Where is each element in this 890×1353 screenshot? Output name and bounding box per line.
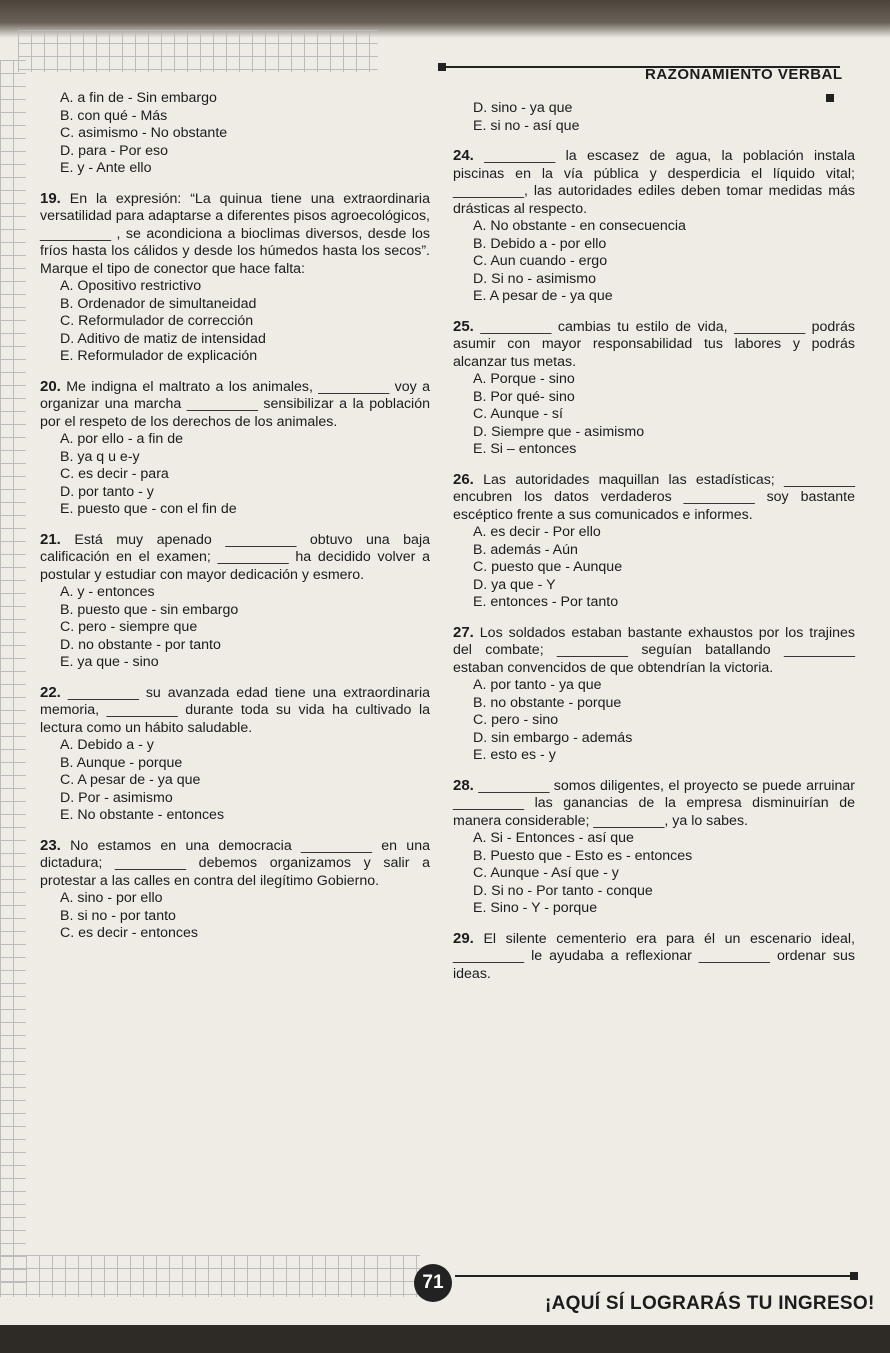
answer-option: B. Ordenador de simultaneidad bbox=[60, 295, 257, 312]
answer-option: D. ya que - Y bbox=[473, 576, 556, 593]
answer-option: D. por tanto - y bbox=[60, 483, 154, 500]
question-text: _________ su avanzada edad tiene una extraordinaria memoria, _________ durante toda su vida ha cultivado la lectura como un hábito saludable. bbox=[40, 684, 430, 736]
question-25 bbox=[453, 318, 855, 372]
question-text: _________ cambias tu estilo de vida, _________ podrás asumir con mayor responsabilidad tus labores y podrás alcanzar tus metas. bbox=[453, 318, 855, 370]
question-number: 27. bbox=[453, 623, 474, 641]
question-24 bbox=[453, 147, 855, 218]
question-number: 24. bbox=[453, 147, 474, 164]
question-21 bbox=[40, 531, 430, 585]
answer-option: D. Por - asimismo bbox=[60, 789, 173, 806]
answer-option: C. pero - siempre que bbox=[60, 619, 198, 635]
q18-options-left bbox=[60, 90, 430, 178]
answer-option: B. con qué - Más bbox=[60, 107, 168, 124]
answer-option: C. pero - sino bbox=[473, 712, 559, 728]
answer-option: A. y - entonces bbox=[60, 584, 155, 600]
question-number: 29. bbox=[453, 929, 474, 947]
left-column bbox=[40, 90, 430, 943]
question-27 bbox=[453, 624, 855, 678]
answer-option: C. Reformulador de corrección bbox=[60, 313, 254, 329]
question-29 bbox=[453, 930, 855, 984]
question-28 bbox=[453, 777, 855, 831]
question-number: 19. bbox=[40, 189, 61, 207]
answer-option: A. a fin de - Sin embargo bbox=[60, 90, 217, 106]
question-text: Me indigna el maltrato a los animales, _________ voy a organizar una marcha _________ sensibilizar a la población por el respeto de los derechos de los animales. bbox=[40, 378, 430, 430]
answer-option: E. puesto que - con el fin de bbox=[60, 501, 237, 517]
answer-option: E. si no - así que bbox=[473, 117, 580, 134]
answer-option: A. Opositivo restrictivo bbox=[60, 278, 202, 294]
answer-option: B. ya q u e-y bbox=[60, 448, 140, 465]
question-text: _________ la escasez de agua, la población instala piscinas en la vía pública y desperdicia el líquido vital; _________, las autoridades ediles deben tomar medidas más drásticas al respecto. bbox=[453, 148, 855, 217]
answer-option: D. Si no - asimismo bbox=[473, 270, 596, 287]
q21-options bbox=[60, 584, 430, 672]
answer-option: A. Debido a - y bbox=[60, 737, 154, 753]
page-number-badge: 71 bbox=[414, 1264, 452, 1302]
question-text: Está muy apenado _________ obtuvo una baja calificación en el examen; _________ ha decidido volver a postular y estudiar con mayor dedicación y esmero. bbox=[40, 531, 430, 583]
answer-option: E. Reformulador de explicación bbox=[60, 348, 258, 364]
decorative-grid-top bbox=[18, 30, 378, 72]
q26-options bbox=[473, 524, 855, 612]
answer-option: C. es decir - entonces bbox=[60, 925, 198, 941]
page-bottom-shadow bbox=[0, 1325, 890, 1353]
question-26 bbox=[453, 471, 855, 525]
decorative-grid-bottom bbox=[0, 1255, 420, 1297]
answer-option: C. Aunque - Así que - y bbox=[473, 865, 619, 881]
answer-option: D. no obstante - por tanto bbox=[60, 636, 221, 653]
answer-option: C. puesto que - Aunque bbox=[473, 559, 623, 575]
answer-option: A. por ello - a fin de bbox=[60, 431, 184, 447]
answer-option: D. Aditivo de matiz de intensidad bbox=[60, 330, 266, 347]
question-text: No estamos en una democracia _________ en una dictadura; _________ debemos organizamos y salir a protestar a las calles en contra del ilegítimo Gobierno. bbox=[40, 837, 430, 889]
question-number: 22. bbox=[40, 683, 61, 701]
answer-option: A. es decir - Por ello bbox=[473, 524, 601, 540]
footer-rule bbox=[455, 1275, 855, 1277]
answer-option: C. Aunque - sí bbox=[473, 406, 563, 422]
answer-option: A. No obstante - en consecuencia bbox=[473, 218, 686, 234]
q27-options bbox=[473, 677, 855, 765]
q22-options bbox=[60, 737, 430, 825]
answer-option: E. y - Ante ello bbox=[60, 160, 152, 176]
answer-option: D. Si no - Por tanto - conque bbox=[473, 882, 653, 899]
footer-end-square-icon bbox=[850, 1272, 858, 1280]
answer-option: A. sino - por ello bbox=[60, 890, 163, 906]
decorative-grid-left bbox=[0, 60, 26, 1290]
answer-option: E. Si – entonces bbox=[473, 441, 577, 457]
question-number: 20. bbox=[40, 377, 61, 395]
answer-option: A. por tanto - ya que bbox=[473, 677, 602, 693]
answer-option: E. Sino - Y - porque bbox=[473, 900, 598, 916]
question-text: En la expresión: “La quinua tiene una extraordinaria versatilidad para adaptarse a diferentes pisos agroecológicos, _________ , se acondiciona a bioclimas diversos, desde los fríos hasta los cálidos y desde los húmedos hasta los secos”. Marque el tipo de conector que hace falta: bbox=[40, 190, 430, 277]
answer-option: B. Debido a - por ello bbox=[473, 235, 607, 252]
answer-option: B. Por qué- sino bbox=[473, 388, 575, 405]
answer-option: E. entonces - Por tanto bbox=[473, 594, 619, 610]
answer-option: A. Porque - sino bbox=[473, 371, 575, 387]
q25-options bbox=[473, 371, 855, 459]
q18-options-right bbox=[473, 100, 855, 135]
question-number: 25. bbox=[453, 317, 474, 335]
question-number: 23. bbox=[40, 836, 61, 854]
answer-option: A. Si - Entonces - así que bbox=[473, 830, 634, 846]
question-text: _________ somos diligentes, el proyecto se puede arruinar _________ las ganancias de la empresa disminuirían de manera considerable; _________, ya lo sabes. bbox=[453, 777, 855, 829]
answer-option: E. A pesar de - ya que bbox=[473, 288, 613, 304]
question-23 bbox=[40, 837, 430, 891]
answer-option: B. Aunque - porque bbox=[60, 754, 183, 771]
answer-option: B. no obstante - porque bbox=[473, 694, 622, 711]
question-number: 21. bbox=[40, 530, 61, 548]
q24-options bbox=[473, 218, 855, 306]
answer-option: B. puesto que - sin embargo bbox=[60, 601, 239, 618]
answer-option: D. para - Por eso bbox=[60, 142, 169, 159]
section-title: RAZONAMIENTO VERBAL bbox=[645, 66, 843, 83]
answer-option: C. A pesar de - ya que bbox=[60, 772, 201, 788]
q20-options bbox=[60, 431, 430, 519]
question-20 bbox=[40, 378, 430, 432]
footer-slogan: ¡AQUÍ SÍ LOGRARÁS TU INGRESO! bbox=[545, 1293, 875, 1314]
q28-options bbox=[473, 830, 855, 918]
answer-option: E. No obstante - entonces bbox=[60, 807, 225, 823]
answer-option: B. si no - por tanto bbox=[60, 907, 176, 924]
answer-option: C. Aun cuando - ergo bbox=[473, 253, 608, 269]
answer-option: B. además - Aún bbox=[473, 541, 578, 558]
question-number: 26. bbox=[453, 470, 474, 488]
q19-options bbox=[60, 278, 430, 366]
question-text: El silente cementerio era para él un escenario ideal, _________ le ayudaba a reflexionar _________ ordenar sus ideas. bbox=[453, 930, 855, 982]
question-text: Los soldados estaban bastante exhaustos por los trajines del combate; _________ seguían batallando _________ estaban convencidos de que obtendrían la victoria. bbox=[453, 624, 855, 676]
answer-option: C. es decir - para bbox=[60, 466, 169, 482]
answer-option: C. asimismo - No obstante bbox=[60, 125, 228, 141]
question-number: 28. bbox=[453, 776, 474, 794]
q23-options bbox=[60, 890, 430, 943]
right-column bbox=[453, 100, 855, 983]
answer-option: D. Siempre que - asimismo bbox=[473, 423, 645, 440]
answer-option: E. ya que - sino bbox=[60, 654, 159, 670]
answer-option: E. esto es - y bbox=[473, 747, 556, 763]
question-19 bbox=[40, 190, 430, 279]
question-22 bbox=[40, 684, 430, 738]
answer-option: D. sin embargo - además bbox=[473, 729, 633, 746]
question-text: Las autoridades maquillan las estadísticas; _________ encubren los datos verdaderos _________ soy bastante escéptico frente a sus comunicados e informes. bbox=[453, 471, 855, 523]
answer-option: B. Puesto que - Esto es - entonces bbox=[473, 847, 693, 864]
answer-option: D. sino - ya que bbox=[473, 100, 573, 116]
